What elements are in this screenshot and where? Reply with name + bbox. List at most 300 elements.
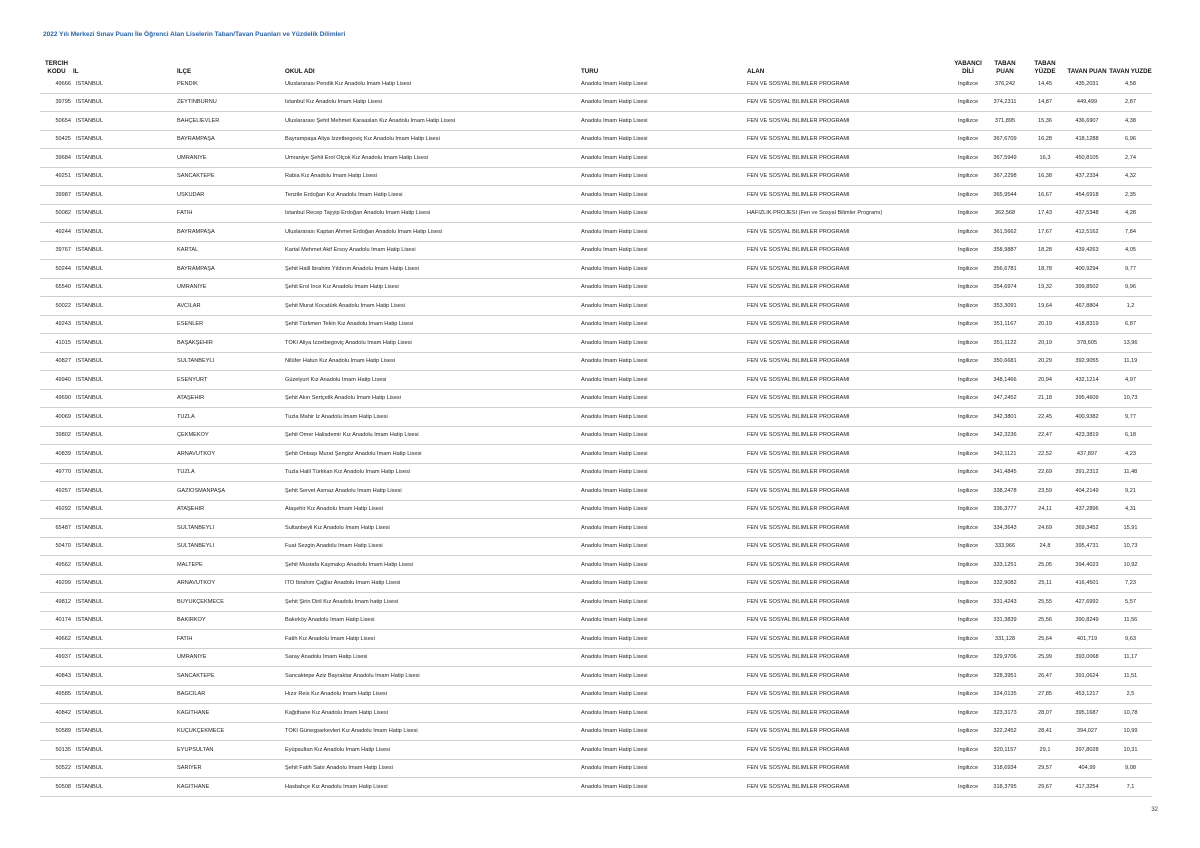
cell-turu: Anadolu İmam Hatip Lisesi bbox=[581, 506, 648, 513]
cell-il: İSTANBUL bbox=[76, 543, 103, 550]
table-row bbox=[40, 630, 1152, 649]
cell-taban-puan: 342,1121 bbox=[993, 450, 1017, 457]
table-row bbox=[40, 297, 1152, 316]
cell-tavan-puan: 401,719 bbox=[1076, 635, 1098, 642]
cell-taban-puan: 331,128 bbox=[994, 635, 1016, 642]
table-row bbox=[40, 519, 1152, 538]
cell-turu: Anadolu İmam Hatip Lisesi bbox=[581, 321, 648, 328]
cell-turu: Anadolu İmam Hatip Lisesi bbox=[581, 413, 648, 420]
cell-taban-yuzde: 18,28 bbox=[1038, 247, 1052, 254]
cell-tavan-yuzde: 4,97 bbox=[1125, 376, 1136, 383]
cell-taban-puan: 332,9082 bbox=[993, 580, 1017, 587]
cell-ilce: ATAŞEHİR bbox=[177, 395, 205, 402]
cell-yabanci-dili: İngilizce bbox=[957, 117, 979, 124]
cell-okul-adi: Nilüfer Hatun Kız Anadolu İmam Hatip Lisesi bbox=[285, 358, 396, 365]
cell-taban-yuzde: 15,36 bbox=[1038, 117, 1052, 124]
cell-tavan-puan: 423,3819 bbox=[1075, 432, 1099, 439]
cell-tavan-yuzde: 7,84 bbox=[1125, 228, 1136, 235]
cell-okul-adi: Şehit Akın Sertçelik Anadolu İmam Hatip Lisesi bbox=[285, 395, 401, 402]
cell-tavan-puan: 391,0624 bbox=[1075, 672, 1099, 679]
cell-tavan-yuzde: 7,23 bbox=[1125, 580, 1136, 587]
cell-taban-puan: 334,3643 bbox=[993, 524, 1017, 531]
cell-okul-adi: TOKİ Aliya İzzetbegoviç Anadolu İmam Hatip Lisesi bbox=[285, 339, 412, 346]
cell-ilce: FATİH bbox=[177, 210, 193, 217]
cell-tavan-puan: 369,3452 bbox=[1075, 524, 1099, 531]
cell-il: İSTANBUL bbox=[76, 580, 103, 587]
table-row bbox=[40, 168, 1152, 187]
cell-turu: Anadolu İmam Hatip Lisesi bbox=[581, 302, 648, 309]
cell-turu: Anadolu İmam Hatip Lisesi bbox=[581, 358, 648, 365]
cell-tavan-puan: 437,897 bbox=[1076, 450, 1098, 457]
cell-alan: FEN VE SOSYAL BİLİMLER PROGRAMI bbox=[747, 302, 850, 309]
cell-il: İSTANBUL bbox=[76, 783, 103, 790]
cell-ilce: SARIYER bbox=[177, 765, 202, 772]
cell-yabanci-dili: İngilizce bbox=[957, 358, 979, 365]
cell-il: İSTANBUL bbox=[76, 247, 103, 254]
cell-taban-yuzde: 21,18 bbox=[1038, 395, 1052, 402]
cell-taban-yuzde: 29,57 bbox=[1038, 765, 1052, 772]
cell-tercih-kodu: 41015 bbox=[55, 339, 71, 346]
cell-ilce: ÜMRANİYE bbox=[177, 654, 207, 661]
cell-turu: Anadolu İmam Hatip Lisesi bbox=[581, 284, 648, 291]
cell-okul-adi: Şehit Erol İnce Kız Anadolu İmam Hatip Lisesi bbox=[285, 284, 399, 291]
cell-okul-adi: Şehit Mustafa Kaymakçı Anadolu İmam Hatip Lisesi bbox=[285, 561, 414, 568]
cell-tavan-puan: 436,6907 bbox=[1075, 117, 1099, 124]
cell-il: İSTANBUL bbox=[76, 99, 103, 106]
cell-taban-puan: 351,1167 bbox=[993, 321, 1017, 328]
cell-okul-adi: Ataşehir Kız Anadolu İmam Hatip Lisesi bbox=[285, 506, 383, 513]
cell-tercih-kodu: 40842 bbox=[55, 709, 71, 716]
cell-alan: FEN VE SOSYAL BİLİMLER PROGRAMI bbox=[747, 783, 850, 790]
cell-ilce: KARTAL bbox=[177, 247, 199, 254]
cell-tercih-kodu: 40843 bbox=[55, 672, 71, 679]
cell-il: İSTANBUL bbox=[76, 358, 103, 365]
cell-taban-puan: 333,966 bbox=[994, 543, 1016, 550]
cell-tercih-kodu: 50522 bbox=[55, 765, 71, 772]
cell-tavan-puan: 427,6992 bbox=[1075, 598, 1099, 605]
cell-il: İSTANBUL bbox=[76, 654, 103, 661]
cell-turu: Anadolu İmam Hatip Lisesi bbox=[581, 432, 648, 439]
cell-turu: Anadolu İmam Hatip Lisesi bbox=[581, 783, 648, 790]
cell-turu: Anadolu İmam Hatip Lisesi bbox=[581, 99, 648, 106]
cell-taban-puan: 354,6974 bbox=[993, 284, 1017, 291]
cell-turu: Anadolu İmam Hatip Lisesi bbox=[581, 524, 648, 531]
cell-tercih-kodu: 50470 bbox=[55, 543, 71, 550]
cell-tavan-yuzde: 4,31 bbox=[1125, 506, 1136, 513]
cell-tercih-kodu: 49244 bbox=[55, 228, 71, 235]
cell-tavan-puan: 418,8319 bbox=[1075, 321, 1099, 328]
cell-taban-yuzde: 23,59 bbox=[1038, 487, 1052, 494]
cell-taban-puan: 351,1122 bbox=[993, 339, 1017, 346]
cell-taban-yuzde: 22,69 bbox=[1038, 469, 1052, 476]
cell-alan: FEN VE SOSYAL BİLİMLER PROGRAMI bbox=[747, 228, 850, 235]
table-row bbox=[40, 556, 1152, 575]
cell-tavan-puan: 416,4501 bbox=[1075, 580, 1099, 587]
cell-yabanci-dili: İngilizce bbox=[957, 321, 979, 328]
cell-yabanci-dili: İngilizce bbox=[957, 284, 979, 291]
cell-alan: FEN VE SOSYAL BİLİMLER PROGRAMI bbox=[747, 117, 850, 124]
cell-ilce: BAYRAMPAŞA bbox=[177, 136, 215, 143]
cell-taban-yuzde: 22,45 bbox=[1038, 413, 1052, 420]
table-row bbox=[40, 445, 1152, 464]
table-row bbox=[40, 538, 1152, 557]
cell-taban-yuzde: 25,55 bbox=[1038, 598, 1052, 605]
cell-tavan-puan: 400,9294 bbox=[1075, 265, 1099, 272]
cell-yabanci-dili: İngilizce bbox=[957, 265, 979, 272]
cell-tavan-yuzde: 10,78 bbox=[1123, 709, 1138, 716]
cell-il: İSTANBUL bbox=[76, 672, 103, 679]
cell-taban-yuzde: 28,41 bbox=[1038, 728, 1052, 735]
cell-tercih-kodu: 49243 bbox=[55, 321, 71, 328]
cell-tercih-kodu: 50244 bbox=[55, 265, 71, 272]
header-turu: TÜRÜ bbox=[581, 67, 599, 75]
cell-taban-puan: 371,895 bbox=[994, 117, 1016, 124]
cell-tavan-puan: 404,99 bbox=[1078, 765, 1096, 772]
cell-taban-puan: 347,2452 bbox=[993, 395, 1017, 402]
cell-taban-puan: 358,9887 bbox=[993, 247, 1017, 254]
cell-tavan-puan: 404,2149 bbox=[1075, 487, 1099, 494]
header-ilce: İLÇE bbox=[177, 67, 192, 75]
cell-tercih-kodu: 39684 bbox=[55, 154, 71, 161]
table-row bbox=[40, 408, 1152, 427]
table-header bbox=[40, 54, 1152, 75]
cell-taban-puan: 336,3777 bbox=[993, 506, 1017, 513]
cell-tavan-puan: 418,1288 bbox=[1075, 136, 1099, 143]
cell-il: İSTANBUL bbox=[76, 709, 103, 716]
cell-il: İSTANBUL bbox=[76, 284, 103, 291]
cell-tavan-yuzde: 9,21 bbox=[1125, 487, 1136, 494]
cell-tavan-yuzde: 4,58 bbox=[1125, 80, 1136, 87]
table-row bbox=[40, 575, 1152, 594]
cell-tavan-puan: 435,2031 bbox=[1075, 80, 1099, 87]
cell-tavan-yuzde: 7,1 bbox=[1126, 783, 1135, 790]
cell-okul-adi: İTO İbrahim Çağlar Anadolu İmam Hatip Lisesi bbox=[285, 580, 401, 587]
cell-okul-adi: Sultanbeyli Kız Anadolu İmam Hatip Lisesi bbox=[285, 524, 390, 531]
cell-yabanci-dili: İngilizce bbox=[957, 561, 979, 568]
table-row bbox=[40, 649, 1152, 668]
cell-il: İSTANBUL bbox=[76, 228, 103, 235]
cell-taban-yuzde: 25,64 bbox=[1038, 635, 1052, 642]
cell-ilce: BAŞAKŞEHİR bbox=[177, 339, 213, 346]
cell-taban-puan: 323,3173 bbox=[993, 709, 1017, 716]
cell-okul-adi: Fatih Kız Anadolu İmam Hatip Lisesi bbox=[285, 635, 375, 642]
cell-okul-adi: Rabia Kız Anadolu İmam Hatip Lisesi bbox=[285, 173, 378, 180]
cell-yabanci-dili: İngilizce bbox=[957, 432, 979, 439]
cell-turu: Anadolu İmam Hatip Lisesi bbox=[581, 746, 648, 753]
cell-yabanci-dili: İngilizce bbox=[957, 80, 979, 87]
cell-ilce: SULTANBEYLİ bbox=[177, 543, 215, 550]
cell-tavan-yuzde: 9,96 bbox=[1125, 284, 1136, 291]
cell-taban-yuzde: 14,45 bbox=[1038, 80, 1052, 87]
cell-tavan-puan: 437,2896 bbox=[1075, 506, 1099, 513]
cell-taban-yuzde: 29,1 bbox=[1039, 746, 1051, 753]
cell-okul-adi: Şehit Servet Asmaz Anadolu İmam Hatip Lisesi bbox=[285, 487, 402, 494]
cell-alan: FEN VE SOSYAL BİLİMLER PROGRAMI bbox=[747, 191, 850, 198]
cell-tavan-puan: 412,5162 bbox=[1075, 228, 1099, 235]
cell-tercih-kodu: 49666 bbox=[55, 80, 71, 87]
cell-taban-yuzde: 26,47 bbox=[1038, 672, 1052, 679]
table-row bbox=[40, 242, 1152, 261]
cell-tavan-puan: 392,9055 bbox=[1075, 358, 1099, 365]
cell-okul-adi: Hızır Reis Kız Anadolu İmam Hatip Lisesi bbox=[285, 691, 387, 698]
cell-tavan-yuzde: 11,56 bbox=[1123, 617, 1138, 624]
cell-okul-adi: Fuat Sezgin Anadolu İmam Hatip Lisesi bbox=[285, 543, 383, 550]
cell-ilce: ESENLER bbox=[177, 321, 204, 328]
cell-okul-adi: Tuzla Halil Türkkan Kız Anadolu İmam Hatip Lisesi bbox=[285, 469, 410, 476]
cell-turu: Anadolu İmam Hatip Lisesi bbox=[581, 339, 648, 346]
cell-il: İSTANBUL bbox=[76, 413, 103, 420]
cell-taban-yuzde: 17,67 bbox=[1038, 228, 1052, 235]
cell-alan: FEN VE SOSYAL BİLİMLER PROGRAMI bbox=[747, 487, 850, 494]
cell-yabanci-dili: İngilizce bbox=[957, 247, 979, 254]
cell-taban-yuzde: 20,29 bbox=[1038, 358, 1052, 365]
cell-taban-yuzde: 20,19 bbox=[1038, 339, 1052, 346]
cell-taban-puan: 376,242 bbox=[994, 80, 1016, 87]
cell-tavan-yuzde: 4,28 bbox=[1125, 210, 1136, 217]
cell-il: İSTANBUL bbox=[76, 339, 103, 346]
cell-tavan-puan: 437,5348 bbox=[1075, 210, 1099, 217]
cell-ilce: FATİH bbox=[177, 635, 193, 642]
cell-tercih-kodu: 50082 bbox=[55, 210, 71, 217]
cell-alan: FEN VE SOSYAL BİLİMLER PROGRAMI bbox=[747, 672, 850, 679]
table-row bbox=[40, 427, 1152, 446]
cell-turu: Anadolu İmam Hatip Lisesi bbox=[581, 691, 648, 698]
cell-yabanci-dili: İngilizce bbox=[957, 210, 979, 217]
cell-taban-puan: 350,6681 bbox=[993, 358, 1017, 365]
cell-taban-puan: 318,3795 bbox=[993, 783, 1017, 790]
cell-alan: FEN VE SOSYAL BİLİMLER PROGRAMI bbox=[747, 765, 850, 772]
cell-tavan-yuzde: 2,74 bbox=[1125, 154, 1136, 161]
cell-turu: Anadolu İmam Hatip Lisesi bbox=[581, 728, 648, 735]
cell-ilce: MALTEPE bbox=[177, 561, 203, 568]
cell-okul-adi: Şehit Halil İbrahim Yıldırım Anadolu İmam Hatip Lisesi bbox=[285, 265, 419, 272]
cell-taban-yuzde: 22,52 bbox=[1038, 450, 1052, 457]
cell-il: İSTANBUL bbox=[76, 395, 103, 402]
cell-yabanci-dili: İngilizce bbox=[957, 654, 979, 661]
cell-tavan-yuzde: 4,23 bbox=[1125, 450, 1136, 457]
cell-alan: FEN VE SOSYAL BİLİMLER PROGRAMI bbox=[747, 136, 850, 143]
cell-il: İSTANBUL bbox=[76, 746, 103, 753]
table-row bbox=[40, 205, 1152, 224]
cell-taban-yuzde: 27,85 bbox=[1038, 691, 1052, 698]
table-row bbox=[40, 667, 1152, 686]
cell-tercih-kodu: 65540 bbox=[55, 284, 71, 291]
cell-yabanci-dili: İngilizce bbox=[957, 543, 979, 550]
cell-taban-puan: 341,4845 bbox=[993, 469, 1017, 476]
cell-ilce: ARNAVUTKÖY bbox=[177, 580, 216, 587]
cell-ilce: ARNAVUTKÖY bbox=[177, 450, 216, 457]
cell-okul-adi: Saray Anadolu İmam Hatip Lisesi bbox=[285, 654, 368, 661]
cell-ilce: ESENYURT bbox=[177, 376, 208, 383]
cell-il: İSTANBUL bbox=[76, 210, 103, 217]
cell-taban-yuzde: 16,67 bbox=[1038, 191, 1052, 198]
cell-tavan-yuzde: 9,77 bbox=[1125, 265, 1136, 272]
cell-tavan-yuzde: 4,32 bbox=[1125, 173, 1136, 180]
cell-alan: FEN VE SOSYAL BİLİMLER PROGRAMI bbox=[747, 506, 850, 513]
cell-taban-puan: 318,6934 bbox=[993, 765, 1017, 772]
cell-turu: Anadolu İmam Hatip Lisesi bbox=[581, 265, 648, 272]
cell-okul-adi: Şehit Onbaşı Murat Şengöz Anadolu İmam Hatip Lisesi bbox=[285, 450, 422, 457]
cell-tavan-puan: 395,4609 bbox=[1075, 395, 1099, 402]
cell-alan: FEN VE SOSYAL BİLİMLER PROGRAMI bbox=[747, 598, 850, 605]
cell-ilce: SANCAKTEPE bbox=[177, 173, 215, 180]
cell-taban-yuzde: 17,43 bbox=[1038, 210, 1052, 217]
cell-ilce: PENDİK bbox=[177, 80, 198, 87]
cell-tercih-kodu: 49257 bbox=[55, 487, 71, 494]
table-row bbox=[40, 760, 1152, 779]
header-taban-yuzde: TABAN YÜZDE bbox=[1034, 60, 1056, 75]
cell-tercih-kodu: 39767 bbox=[55, 247, 71, 254]
cell-tercih-kodu: 40069 bbox=[55, 413, 71, 420]
cell-okul-adi: Bakırköy Anadolu İmam Hatip Lisesi bbox=[285, 617, 375, 624]
cell-alan: FEN VE SOSYAL BİLİMLER PROGRAMI bbox=[747, 413, 850, 420]
cell-taban-puan: 331,4243 bbox=[993, 598, 1017, 605]
cell-taban-yuzde: 20,19 bbox=[1038, 321, 1052, 328]
cell-taban-puan: 367,5949 bbox=[993, 154, 1017, 161]
cell-alan: FEN VE SOSYAL BİLİMLER PROGRAMI bbox=[747, 654, 850, 661]
cell-turu: Anadolu İmam Hatip Lisesi bbox=[581, 654, 648, 661]
cell-taban-puan: 367,6709 bbox=[993, 136, 1017, 143]
cell-turu: Anadolu İmam Hatip Lisesi bbox=[581, 136, 648, 143]
table-row bbox=[40, 353, 1152, 372]
cell-alan: FEN VE SOSYAL BİLİMLER PROGRAMI bbox=[747, 524, 850, 531]
cell-okul-adi: Uluslararası Pendik Kız Anadolu İmam Hatip Lisesi bbox=[285, 80, 411, 87]
cell-taban-puan: 356,6781 bbox=[993, 265, 1017, 272]
table-row bbox=[40, 279, 1152, 298]
cell-ilce: ÜMRANİYE bbox=[177, 154, 207, 161]
header-alan: ALAN bbox=[747, 67, 765, 75]
cell-alan: FEN VE SOSYAL BİLİMLER PROGRAMI bbox=[747, 284, 850, 291]
header-tavan-puan: TAVAN PUAN bbox=[1067, 67, 1107, 75]
cell-taban-puan: 361,5662 bbox=[993, 228, 1017, 235]
table-row bbox=[40, 112, 1152, 131]
cell-turu: Anadolu İmam Hatip Lisesi bbox=[581, 117, 648, 124]
cell-okul-adi: Eyüpsultan Kız Anadolu İmam Hatip Lisesi bbox=[285, 746, 391, 753]
table-row bbox=[40, 686, 1152, 705]
cell-il: İSTANBUL bbox=[76, 487, 103, 494]
cell-taban-yuzde: 16,3 bbox=[1039, 154, 1051, 161]
cell-il: İSTANBUL bbox=[76, 561, 103, 568]
cell-il: İSTANBUL bbox=[76, 265, 103, 272]
cell-ilce: BAHÇELİEVLER bbox=[177, 117, 220, 124]
cell-yabanci-dili: İngilizce bbox=[957, 524, 979, 531]
cell-ilce: TUZLA bbox=[177, 469, 195, 476]
cell-okul-adi: Güzelyurt Kız Anadolu İmam Hatip Lisesi bbox=[285, 376, 387, 383]
cell-taban-puan: 324,0135 bbox=[993, 691, 1017, 698]
cell-alan: FEN VE SOSYAL BİLİMLER PROGRAMI bbox=[747, 173, 850, 180]
cell-ilce: BAYRAMPAŞA bbox=[177, 265, 215, 272]
table-body bbox=[40, 75, 1152, 797]
cell-turu: Anadolu İmam Hatip Lisesi bbox=[581, 80, 648, 87]
cell-tavan-yuzde: 6,87 bbox=[1125, 321, 1136, 328]
cell-turu: Anadolu İmam Hatip Lisesi bbox=[581, 598, 648, 605]
cell-yabanci-dili: İngilizce bbox=[957, 672, 979, 679]
cell-il: İSTANBUL bbox=[76, 728, 103, 735]
cell-tavan-yuzde: 9,63 bbox=[1125, 635, 1136, 642]
cell-tavan-puan: 391,2312 bbox=[1075, 469, 1099, 476]
cell-yabanci-dili: İngilizce bbox=[957, 635, 979, 642]
cell-turu: Anadolu İmam Hatip Lisesi bbox=[581, 247, 648, 254]
cell-taban-puan: 342,3236 bbox=[993, 432, 1017, 439]
cell-taban-yuzde: 24,11 bbox=[1038, 506, 1052, 513]
cell-taban-puan: 365,9544 bbox=[993, 191, 1017, 198]
page-number: 32 bbox=[1151, 807, 1158, 813]
cell-okul-adi: Hasbahçe Kız Anadolu İmam Hatip Lisesi bbox=[285, 783, 388, 790]
cell-ilce: BAYRAMPAŞA bbox=[177, 228, 215, 235]
cell-taban-puan: 348,1466 bbox=[993, 376, 1017, 383]
cell-yabanci-dili: İngilizce bbox=[957, 709, 979, 716]
table-row bbox=[40, 334, 1152, 353]
cell-alan: FEN VE SOSYAL BİLİMLER PROGRAMI bbox=[747, 561, 850, 568]
cell-ilce: BÜYÜKÇEKMECE bbox=[177, 598, 224, 605]
cell-tavan-yuzde: 9,08 bbox=[1125, 765, 1136, 772]
cell-taban-yuzde: 18,78 bbox=[1038, 265, 1052, 272]
cell-taban-puan: 320,1157 bbox=[993, 746, 1017, 753]
table-row bbox=[40, 149, 1152, 168]
cell-ilce: EYÜPSULTAN bbox=[177, 746, 214, 753]
cell-taban-puan: 362,568 bbox=[994, 210, 1016, 217]
cell-tercih-kodu: 50589 bbox=[55, 728, 71, 735]
cell-taban-puan: 338,2478 bbox=[993, 487, 1017, 494]
cell-turu: Anadolu İmam Hatip Lisesi bbox=[581, 487, 648, 494]
cell-turu: Anadolu İmam Hatip Lisesi bbox=[581, 543, 648, 550]
cell-turu: Anadolu İmam Hatip Lisesi bbox=[581, 395, 648, 402]
table-row bbox=[40, 390, 1152, 409]
cell-tercih-kodu: 50135 bbox=[55, 746, 71, 753]
cell-il: İSTANBUL bbox=[76, 450, 103, 457]
cell-tavan-puan: 393,0068 bbox=[1075, 654, 1099, 661]
cell-tavan-yuzde: 6,96 bbox=[1125, 136, 1136, 143]
cell-il: İSTANBUL bbox=[76, 191, 103, 198]
cell-okul-adi: Uluslararası Kaptan Ahmet Erdoğan Anadolu İmam Hatip Lisesi bbox=[285, 228, 443, 235]
cell-alan: FEN VE SOSYAL BİLİMLER PROGRAMI bbox=[747, 358, 850, 365]
cell-tavan-yuzde: 15,91 bbox=[1123, 524, 1138, 531]
cell-tavan-yuzde: 1,2 bbox=[1126, 302, 1135, 309]
cell-yabanci-dili: İngilizce bbox=[957, 487, 979, 494]
cell-tavan-puan: 432,1214 bbox=[1075, 376, 1099, 383]
cell-tavan-puan: 450,8105 bbox=[1075, 154, 1099, 161]
cell-ilce: KÜÇÜKÇEKMECE bbox=[177, 728, 225, 735]
cell-alan: HAFIZLIK PROJESİ (Fen ve Sosyal Bilimler Programı) bbox=[747, 210, 883, 217]
cell-tercih-kodu: 39987 bbox=[55, 191, 71, 198]
cell-il: İSTANBUL bbox=[76, 524, 103, 531]
document-title: 2022 Yılı Merkezi Sınav Puanı İle Öğrenci Alan Liselerin Taban/Tavan Puanları ve Yüzdelik Dilimleri bbox=[43, 31, 346, 38]
cell-tavan-yuzde: 4,38 bbox=[1125, 117, 1136, 124]
cell-tavan-puan: 390,8249 bbox=[1075, 617, 1099, 624]
cell-il: İSTANBUL bbox=[76, 432, 103, 439]
cell-ilce: SANCAKTEPE bbox=[177, 672, 215, 679]
cell-turu: Anadolu İmam Hatip Lisesi bbox=[581, 154, 648, 161]
cell-tavan-yuzde: 2,5 bbox=[1126, 691, 1135, 698]
cell-yabanci-dili: İngilizce bbox=[957, 728, 979, 735]
score-table bbox=[40, 54, 1152, 797]
cell-tavan-yuzde: 10,31 bbox=[1123, 746, 1138, 753]
cell-tavan-yuzde: 11,48 bbox=[1123, 469, 1138, 476]
cell-alan: FEN VE SOSYAL BİLİMLER PROGRAMI bbox=[747, 450, 850, 457]
cell-il: İSTANBUL bbox=[76, 80, 103, 87]
table-row bbox=[40, 704, 1152, 723]
cell-yabanci-dili: İngilizce bbox=[957, 228, 979, 235]
cell-yabanci-dili: İngilizce bbox=[957, 376, 979, 383]
cell-ilce: ÜSKÜDAR bbox=[177, 191, 205, 198]
table-row bbox=[40, 482, 1152, 501]
cell-alan: FEN VE SOSYAL BİLİMLER PROGRAMI bbox=[747, 395, 850, 402]
cell-turu: Anadolu İmam Hatip Lisesi bbox=[581, 469, 648, 476]
cell-tercih-kodu: 50425 bbox=[55, 136, 71, 143]
cell-taban-yuzde: 20,94 bbox=[1038, 376, 1052, 383]
cell-tercih-kodu: 49662 bbox=[55, 635, 71, 642]
cell-yabanci-dili: İngilizce bbox=[957, 154, 979, 161]
